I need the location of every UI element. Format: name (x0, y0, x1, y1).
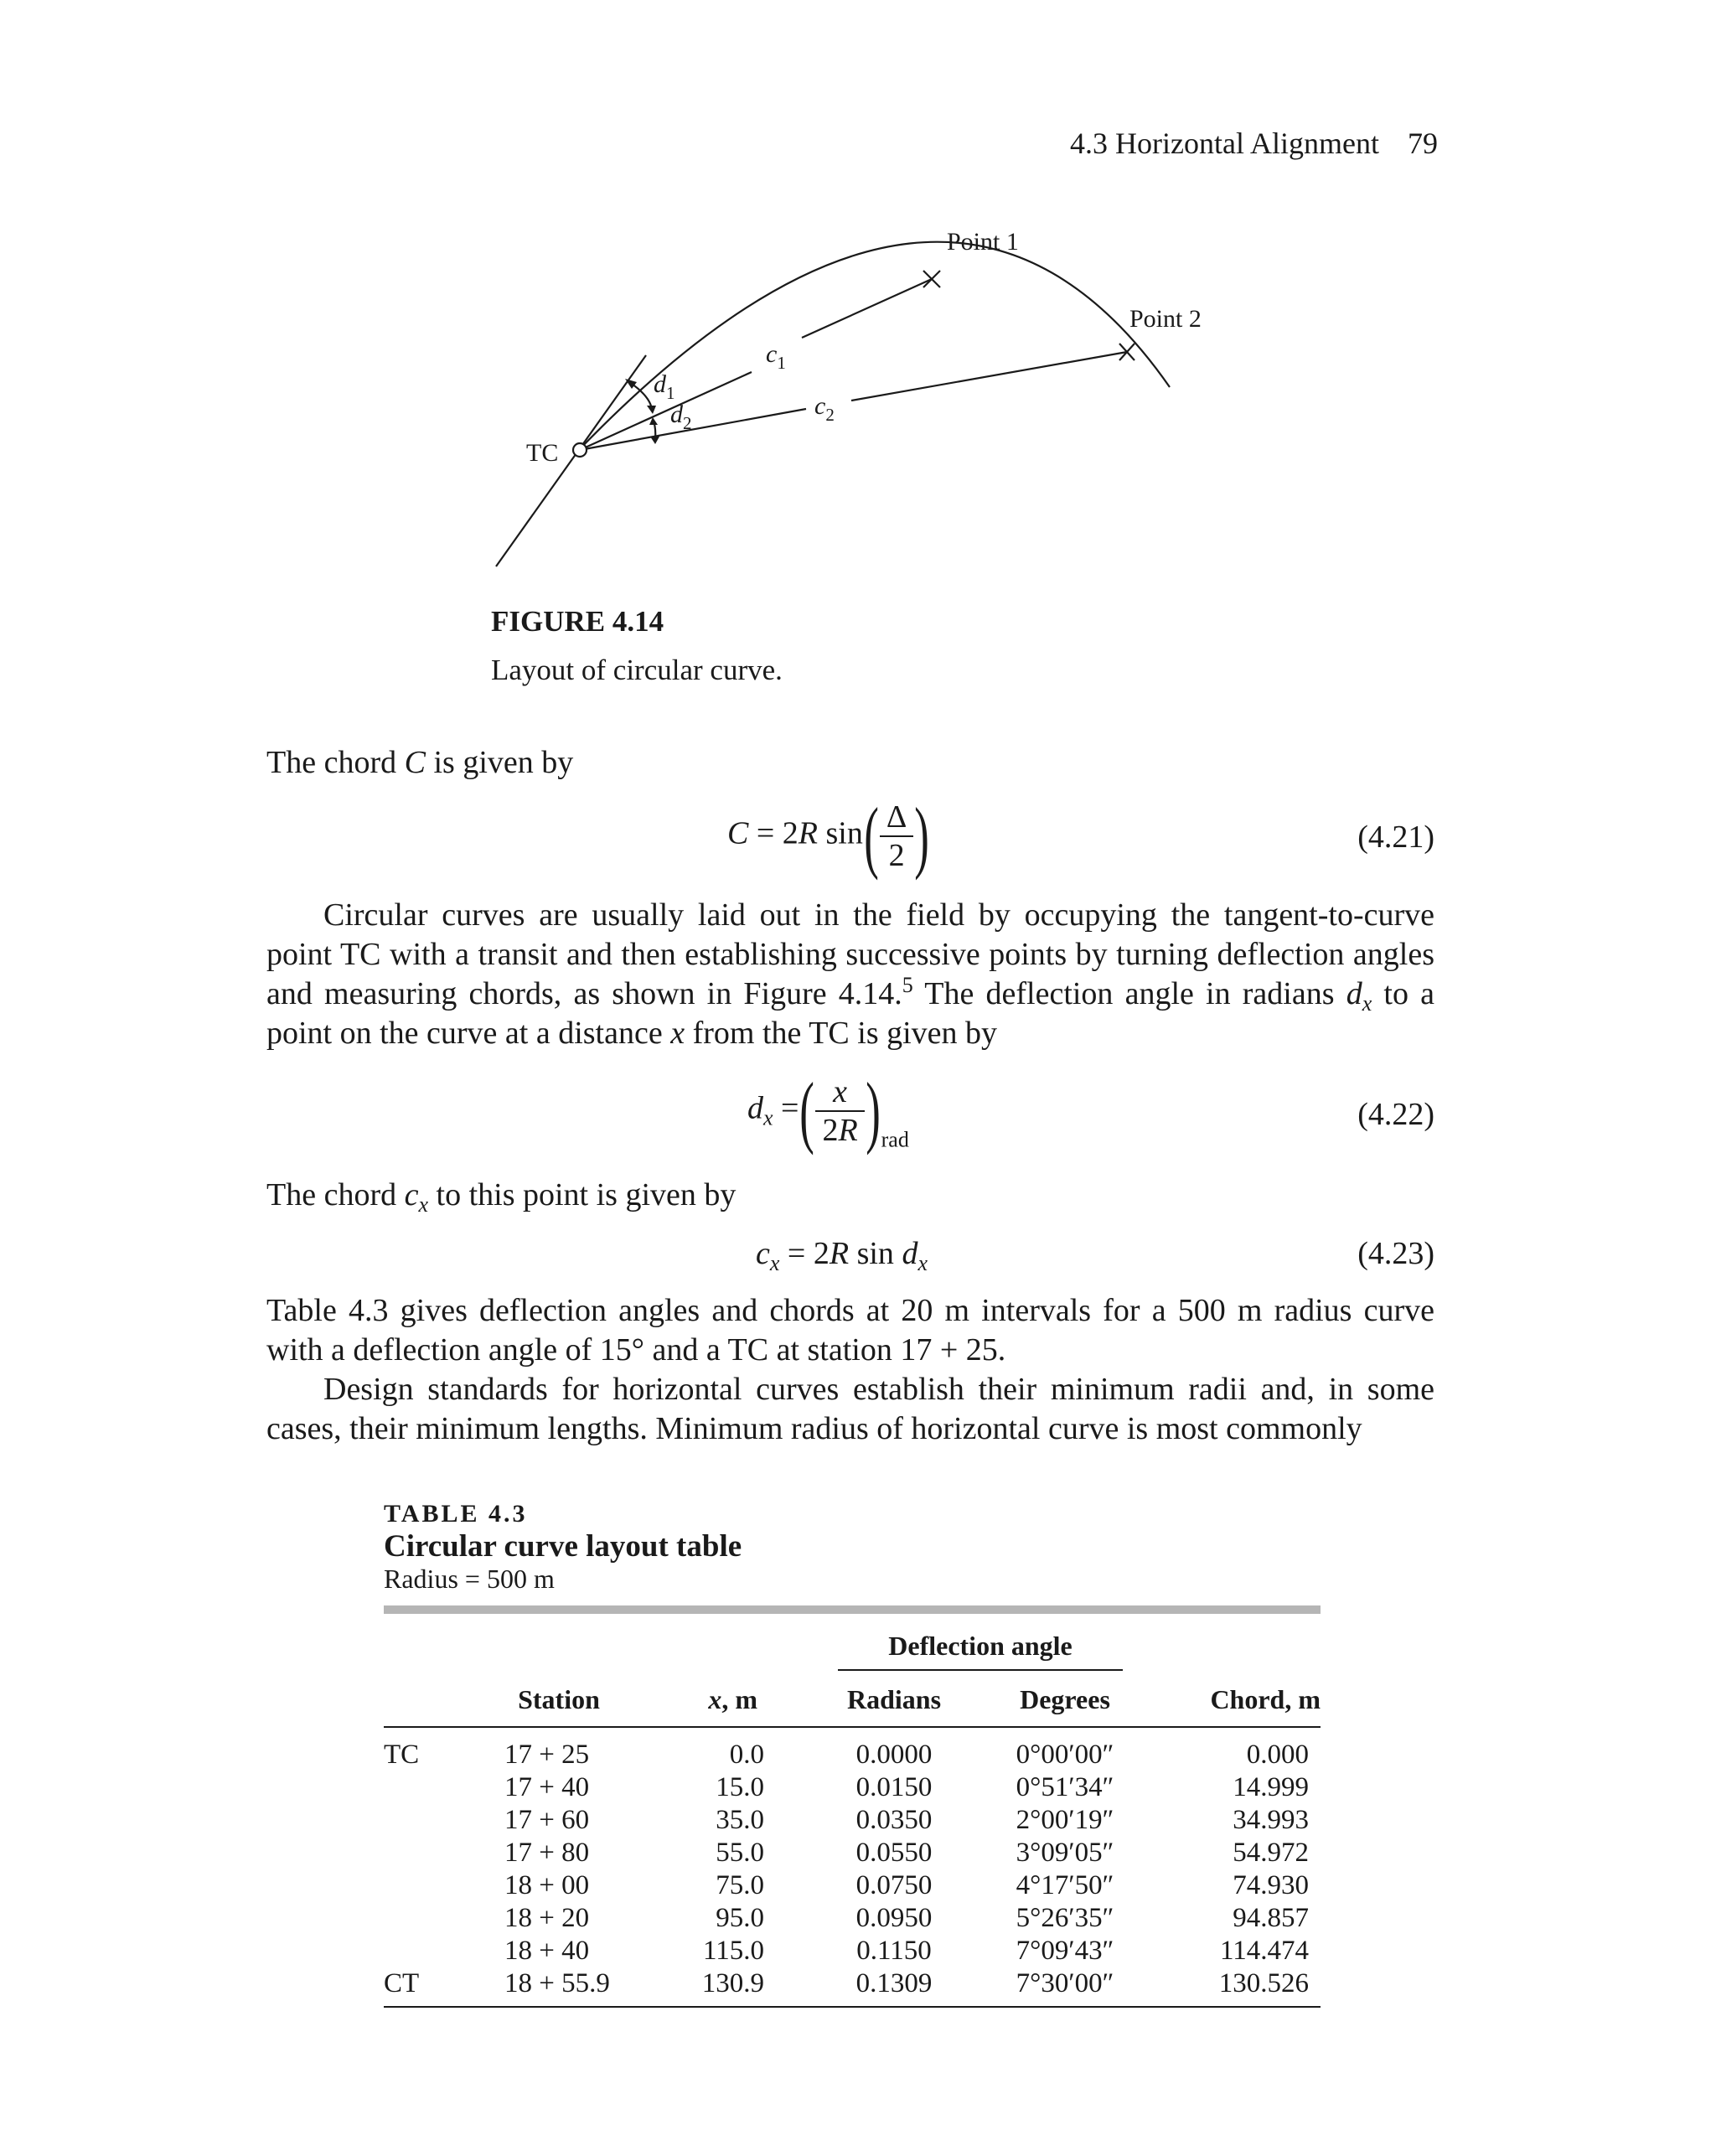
row-x: 95.0 (716, 1903, 764, 1933)
row-station: 18 + 40 (504, 1936, 590, 1966)
table-bottom-rule (384, 2006, 1321, 2008)
row-chord: 54.972 (1233, 1838, 1309, 1868)
equation-4-22: $d_x$ =( $\frac{x}{2R}$ )$_{rad}$ (747, 1066, 909, 1156)
row-degrees: 2°00′19″ (1016, 1805, 1114, 1835)
row-radians: 0.0750 (855, 1870, 933, 1900)
equation-4-23: $c_x = 2R$ $\sin d_x$ (756, 1236, 928, 1275)
row-x: 130.9 (701, 1968, 764, 1998)
table-subtitle: Radius = 500 m (384, 1564, 555, 1594)
angle-d2-label: $d_2$ (670, 401, 692, 433)
row-chord: 34.993 (1233, 1805, 1309, 1835)
table-title: Circular curve layout table (384, 1529, 742, 1564)
page-number: 79 (1408, 127, 1438, 160)
table-number: TABLE 4.3 (384, 1500, 528, 1528)
header-station: Station (518, 1684, 600, 1714)
row-degrees: 4°17′50″ (1016, 1870, 1114, 1900)
chord-c2-segment-b (851, 352, 1127, 401)
row-point: CT (384, 1968, 420, 1998)
figure-circular-curve (469, 218, 1223, 603)
row-x: 115.0 (702, 1936, 764, 1966)
row-point: TC (384, 1740, 420, 1770)
chord-c2-label: $c_2$ (814, 392, 835, 425)
row-radians: 0.0350 (855, 1805, 933, 1835)
row-station: 17 + 80 (504, 1838, 590, 1868)
row-station: 17 + 60 (504, 1805, 590, 1835)
row-x: 55.0 (716, 1838, 764, 1868)
paragraph-table-reference: Table 4.3 gives deflection angles and chords at 20 m intervals for a 500 m radius curve with a deflection angle of 15° and a TC at station 17 + 25. (266, 1293, 1434, 1368)
row-station: 18 + 55.9 (504, 1968, 610, 1998)
tangent-line (496, 355, 646, 566)
curve-diagram (469, 218, 1223, 603)
chord-c1-label: $c_1$ (766, 340, 786, 373)
point2-label: Point 2 (1129, 305, 1202, 333)
circular-arc (576, 242, 1170, 452)
row-radians: 0.1309 (855, 1968, 933, 1998)
row-radians: 0.1150 (856, 1936, 932, 1966)
row-station: 18 + 20 (504, 1903, 590, 1933)
figure-number: FIGURE 4.14 (491, 605, 664, 638)
row-degrees: 3°09′05″ (1016, 1838, 1114, 1868)
row-degrees: 7°09′43″ (1016, 1936, 1114, 1966)
row-x: 75.0 (716, 1870, 764, 1900)
row-degrees: 5°26′35″ (1016, 1903, 1114, 1933)
row-station: 17 + 25 (504, 1740, 590, 1770)
figure-caption: Layout of circular curve. (491, 654, 783, 686)
header-chord: Chord, m (1210, 1684, 1321, 1714)
row-chord: 114.474 (1219, 1936, 1309, 1966)
row-chord: 14.999 (1233, 1772, 1309, 1802)
table-top-rule (384, 1605, 1321, 1614)
arrowhead-d2-bottom (650, 437, 659, 444)
point1-label: Point 1 (947, 228, 1019, 256)
row-x: 35.0 (716, 1805, 764, 1835)
row-radians: 0.0150 (855, 1772, 933, 1802)
angle-d1-label: $d_1$ (654, 370, 675, 403)
equation-number-4-21: (4.21) (1357, 819, 1434, 855)
equation-number-4-22: (4.22) (1357, 1097, 1434, 1132)
header-rule (384, 1726, 1321, 1728)
running-header (1070, 126, 1438, 161)
row-radians: 0.0550 (855, 1838, 933, 1868)
header-x: x, m (708, 1684, 757, 1714)
equation-4-21: C = 2R sin( $\frac{\Delta}{2}$ ) (727, 791, 930, 881)
row-degrees: 7°30′00″ (1016, 1968, 1114, 1998)
row-chord: 0.000 (1246, 1740, 1309, 1770)
paragraph-chord-intro: The chord C is given by (266, 745, 574, 780)
section-title: 4.3 Horizontal Alignment (1070, 127, 1379, 160)
chord-c1-segment-b (802, 279, 932, 338)
equation-number-4-23: (4.23) (1357, 1236, 1434, 1271)
row-x: 0.0 (729, 1740, 764, 1770)
row-x: 15.0 (716, 1772, 764, 1802)
header-radians: Radians (846, 1684, 942, 1714)
row-chord: 130.526 (1218, 1968, 1309, 1998)
tc-point-marker (573, 443, 587, 457)
tc-label: TC (526, 439, 559, 467)
arrowhead-d1-bottom (647, 406, 656, 414)
row-degrees: 0°51′34″ (1016, 1772, 1114, 1802)
paragraph-layout-method: Circular curves are usually laid out in the field by occupying the tangent-to-curve point TC with a transit and then establishing successive points by turning deflection angles and measuring chords, as shown in Figure 4.14.$^5$ The deflection angle in radians $d_x$ to a point on the curve at a distance x from the TC is given by (266, 897, 1434, 1051)
row-radians: 0.0000 (855, 1740, 933, 1770)
row-station: 17 + 40 (504, 1772, 590, 1802)
paragraph-design-standards: Design standards for horizontal curves establish their minimum radii and, in some cases, their minimum lengths. Minimum radius of horizontal curve is most commonly (266, 1372, 1434, 1446)
row-station: 18 + 00 (504, 1870, 590, 1900)
row-chord: 74.930 (1233, 1870, 1309, 1900)
row-radians: 0.0950 (855, 1903, 933, 1933)
header-degrees: Degrees (1020, 1684, 1110, 1714)
row-chord: 94.857 (1233, 1903, 1309, 1933)
paragraph-chord-cx: The chord $c_x$ to this point is given by (266, 1177, 737, 1217)
row-degrees: 0°00′00″ (1016, 1740, 1114, 1770)
group-header-rule (838, 1669, 1123, 1671)
header-deflection-angle: Deflection angle (888, 1631, 1072, 1661)
